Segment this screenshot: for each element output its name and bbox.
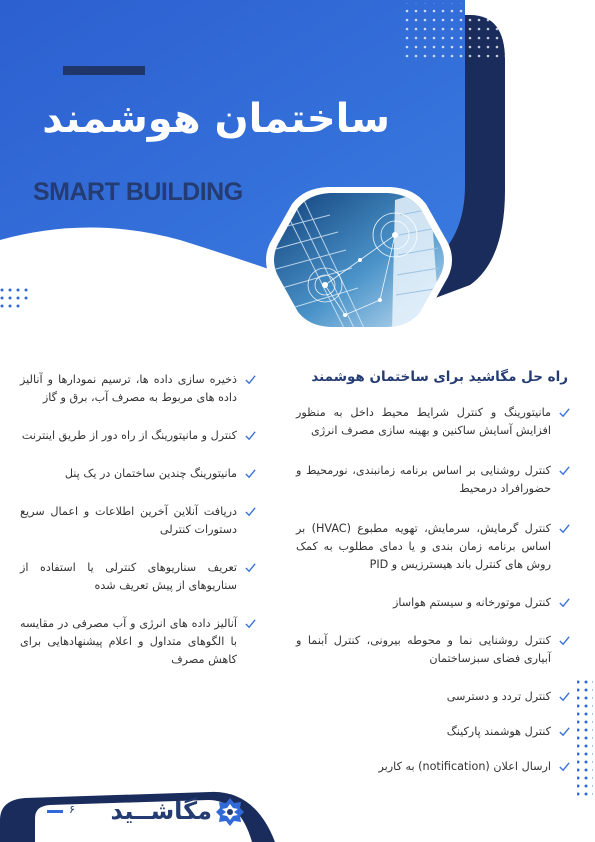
list-item xyxy=(296,404,571,440)
list-item xyxy=(20,503,257,539)
check-icon xyxy=(558,690,571,703)
check-icon xyxy=(558,760,571,773)
features-list-right xyxy=(296,404,571,776)
check-icon xyxy=(558,596,571,609)
dots-top-right xyxy=(400,3,518,58)
list-item xyxy=(296,758,571,776)
list-item xyxy=(20,371,257,407)
page-title-fa: ساختمان هوشمند xyxy=(42,96,390,142)
section-heading: راه حل مگاشید برای ساختمان هوشمند xyxy=(311,369,568,385)
check-icon xyxy=(244,561,257,574)
check-icon xyxy=(244,617,257,630)
page-number-line xyxy=(47,810,63,813)
check-icon xyxy=(558,725,571,738)
list-item-text: کنترل موتورخانه و سیستم هواساز xyxy=(392,596,551,609)
page-title-en: SMART BUILDING xyxy=(33,178,243,206)
list-item-text: مانیتورینگ و کنترل شرایط محیط داخل به منظور افزایش آسایش ساکنین و بهینه سازی مصرف انرژی xyxy=(296,406,551,437)
list-item-text: کنترل و مانیتورینگ از راه دور از طریق اینترنت xyxy=(21,429,237,442)
list-item-text: کنترل تردد و دسترسی xyxy=(446,690,551,703)
check-icon xyxy=(244,467,257,480)
list-item xyxy=(296,594,571,612)
list-item xyxy=(296,520,571,574)
list-item-text: کنترل روشنایی نما و محوطه بیرونی، کنترل آبنما و آبیاری فضای سبزساختمان xyxy=(296,634,551,665)
brand-name: مگاشــید xyxy=(110,797,212,825)
title-accent-bar xyxy=(63,66,145,75)
list-item xyxy=(20,615,257,669)
list-item-text: کنترل روشنایی بر اساس برنامه زمانبندی، نورمحیط و حضورافراد درمحیط xyxy=(296,464,551,495)
list-item-text: مانیتورینگ چندین ساختمان در یک پنل xyxy=(64,467,237,480)
list-item xyxy=(20,427,257,445)
check-icon xyxy=(244,429,257,442)
list-item xyxy=(296,462,571,498)
check-icon xyxy=(558,634,571,647)
list-item-text: کنترل گرمایش، سرمایش، تهویه مطبوع (HVAC) بر اساس برنامه زمان بندی و یا دمای مطلوب به کمک روش های کنترل باند هیسترزیس و PID xyxy=(296,522,551,571)
check-icon xyxy=(244,373,257,386)
dots-left xyxy=(0,288,32,312)
list-item xyxy=(20,465,257,483)
check-icon xyxy=(558,406,571,419)
list-item-text: تعریف سناریوهای کنترلی یا استفاده از سناریوهای از پیش تعریف شده xyxy=(20,561,237,592)
list-item xyxy=(296,723,571,741)
list-item xyxy=(296,632,571,668)
list-item-text: آنالیز داده های انرژی و آب مصرفی در مقایسه با الگوهای متداول و اعلام پیشنهادهایی برای کاهش مصرف xyxy=(20,617,237,666)
dots-right-column xyxy=(577,676,593,796)
list-item-text: کنترل هوشمند پارکینگ xyxy=(446,725,551,738)
list-item-text: دریافت آنلاین آخرین اطلاعات و اعمال سریع دستورات کنترلی xyxy=(20,505,237,536)
brand-logo xyxy=(95,795,245,831)
page-number: ۶ xyxy=(69,803,75,816)
check-icon xyxy=(558,522,571,535)
features-list-left xyxy=(20,371,257,669)
megashid-logo-icon xyxy=(215,797,245,827)
check-icon xyxy=(244,505,257,518)
list-item xyxy=(20,559,257,595)
list-item-text: ذخیره سازی داده ها، ترسیم نمودارها و آنالیز داده های مربوط به مصرف آب، برق و گاز xyxy=(20,373,237,404)
list-item-text: ارسال اعلان (notification) به کاربر xyxy=(378,760,551,773)
check-icon xyxy=(558,464,571,477)
list-item xyxy=(296,688,571,706)
